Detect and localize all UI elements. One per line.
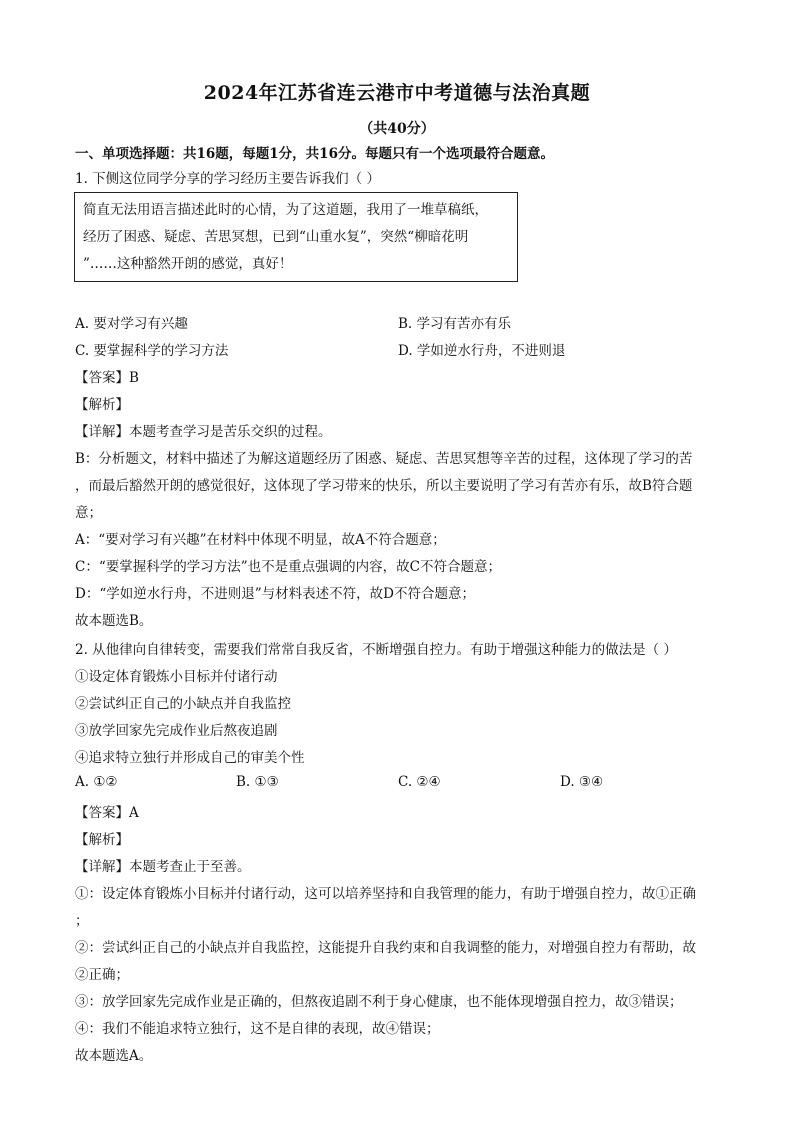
q1-material-box [74, 192, 518, 282]
q1-explain-line: D：“学如逆水行舟，不进则退”与材料表述不符，故D不符合题意； [75, 586, 475, 602]
q2-option-a: A. ①② [75, 774, 118, 790]
q2-detail: 【详解】本题考查止于至善。 [75, 859, 251, 875]
section-heading: 一、单项选择题：共16题，每题1分，共16分。每题只有一个选项最符合题意。 [75, 146, 554, 162]
q1-option-d: D. 学如逆水行舟，不进则退 [398, 343, 566, 359]
q1-material-line: 经历了困惑、疑虑、苦思冥想，已到“山重水复”，突然“柳暗花明 [83, 229, 469, 245]
q1-explain-line: B：分析题文，材料中描述了为解这道题经历了困惑、疑虑、苦思冥想等辛苦的过程，这体现了学习的苦 [75, 451, 693, 467]
q2-explain-line: ②：尝试纠正自己的小缺点并自我监控，这能提升自我约束和自我调整的能力，对增强自控力有帮助，故 [75, 940, 696, 956]
q2-explain-line: ②正确； [75, 967, 129, 983]
q1-explain-line: C：“要掌握科学的学习方法”也不是重点强调的内容，故C不符合题意； [75, 559, 501, 575]
page-title: 2024年江苏省连云港市中考道德与法治真题 [203, 82, 591, 104]
q2-option-c: C. ②④ [398, 774, 441, 790]
q2-explain-line: ③：放学回家先完成作业是正确的，但熬夜追剧不利于身心健康，也不能体现增强自控力，故③错误； [75, 994, 683, 1010]
q1-explain-line: ，而最后豁然开朗的感觉很好，这体现了学习带来的快乐，所以主要说明了学习有苦亦有乐，故B符合题 [75, 478, 693, 494]
q2-analysis-label: 【解析】 [75, 832, 129, 848]
q1-option-a: A. 要对学习有兴趣 [75, 316, 188, 332]
q2-item: ①设定体育锻炼小目标并付诸行动 [75, 669, 278, 685]
q2-explain-line: ④：我们不能追求特立独行，这不是自律的表现，故④错误； [75, 1021, 440, 1037]
q2-item: ③放学回家先完成作业后熬夜追剧 [75, 723, 278, 739]
q2-option-b: B. ①③ [236, 774, 279, 790]
q1-answer: 【答案】B [75, 370, 139, 386]
q2-explain-line: ①：设定体育锻炼小目标并付诸行动，这可以培养坚持和自我管理的能力，有助于增强自控力，故①正确 [75, 886, 696, 902]
q1-material-line: ”……这种豁然开朗的感觉，真好！ [83, 256, 293, 272]
q2-explain-line: ； [75, 913, 89, 929]
q2-item: ②尝试纠正自己的小缺点并自我监控 [75, 696, 291, 712]
page-subtitle: （共40分） [359, 121, 435, 137]
q1-stem: 1. 下侧这位同学分享的学习经历主要告诉我们（ ） [75, 171, 380, 187]
q2-option-d: D. ③④ [560, 774, 604, 790]
q2-stem: 2. 从他律向自律转变，需要我们常常自我反省，不断增强自控力。有助于增强这种能力的做法是（ ） [75, 642, 677, 658]
q1-option-b: B. 学习有苦亦有乐 [398, 316, 512, 332]
q1-explain-line: 意； [75, 505, 102, 521]
q2-item: ④追求特立独行并形成自己的审美个性 [75, 750, 305, 766]
q2-answer: 【答案】A [75, 805, 139, 821]
q1-material-line: 简直无法用语言描述此时的心情，为了这道题，我用了一堆草稿纸， [83, 202, 488, 218]
q1-analysis-label: 【解析】 [75, 397, 129, 413]
q1-detail: 【详解】本题考查学习是苦乐交织的过程。 [75, 424, 332, 440]
q2-conclusion: 故本题选A。 [75, 1048, 153, 1064]
q1-explain-line: A：“要对学习有兴趣”在材料中体现不明显，故A不符合题意； [75, 532, 446, 548]
q1-option-c: C. 要掌握科学的学习方法 [75, 343, 229, 359]
q1-conclusion: 故本题选B。 [75, 613, 153, 629]
